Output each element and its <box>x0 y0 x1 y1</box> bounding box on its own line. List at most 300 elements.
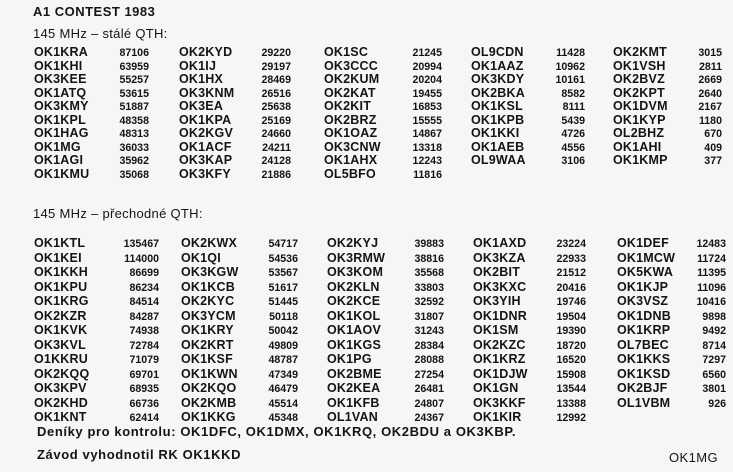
result-row <box>181 367 298 382</box>
score: 16520 <box>556 354 586 366</box>
result-row <box>34 323 159 338</box>
score: 5439 <box>561 114 585 127</box>
callsign: OK2KPT <box>613 85 665 100</box>
score: 69701 <box>129 368 159 381</box>
callsign: OK1KTL <box>34 236 86 250</box>
result-row <box>473 338 586 353</box>
score: 4556 <box>561 141 585 154</box>
callsign: OK2BME <box>327 366 382 381</box>
callsign: OL7BEC <box>617 337 669 352</box>
callsign: OK1KRA <box>34 45 88 59</box>
score: 84287 <box>129 310 159 323</box>
result-row <box>613 127 722 141</box>
callsign: OK2KGV <box>179 126 233 140</box>
result-row <box>617 236 726 251</box>
result-row <box>617 338 726 353</box>
result-row <box>179 114 291 128</box>
evaluator-note: Závod vyhodnotil RK OK1KKD <box>37 447 242 462</box>
result-row <box>34 168 149 182</box>
results-column <box>613 46 722 168</box>
result-row <box>181 236 298 251</box>
result-row <box>613 114 722 128</box>
score: 48313 <box>119 128 149 140</box>
result-row <box>327 309 444 324</box>
result-row <box>613 60 722 74</box>
result-row <box>324 154 442 168</box>
callsign: OK1KFB <box>327 395 380 410</box>
section-heading-portable-qth: 145 MHz – přechodné QTH: <box>33 206 203 221</box>
result-row <box>471 127 585 141</box>
result-row <box>327 410 444 425</box>
result-row <box>473 294 586 309</box>
score: 31807 <box>414 310 444 323</box>
score: 2640 <box>698 87 722 100</box>
callsign: OK1KCB <box>181 279 235 294</box>
result-row <box>473 367 586 382</box>
author-signature: OK1MG <box>669 450 718 465</box>
callsign: OK1KRZ <box>473 352 526 366</box>
score: 8714 <box>702 339 726 352</box>
result-row <box>181 265 298 280</box>
score: 35068 <box>119 168 149 181</box>
score: 36033 <box>119 141 149 154</box>
result-row <box>613 100 722 114</box>
score: 87106 <box>119 47 149 59</box>
callsign: OK1ACF <box>179 139 232 154</box>
callsign: OK1KEI <box>34 250 82 265</box>
result-row <box>471 141 585 155</box>
score: 9898 <box>702 310 726 323</box>
result-row <box>471 154 585 168</box>
result-row <box>324 168 442 182</box>
result-row <box>324 73 442 87</box>
callsign: OK1VSH <box>613 58 666 73</box>
callsign: OK2KAT <box>324 85 376 100</box>
score: 86234 <box>129 281 159 294</box>
score: 72784 <box>129 339 159 352</box>
callsign: OK3CCC <box>324 58 378 73</box>
result-row <box>179 168 291 182</box>
score: 10161 <box>555 74 585 86</box>
callsign: OK1KKI <box>471 126 520 140</box>
callsign: OK3KDY <box>471 72 525 86</box>
result-row <box>181 410 298 425</box>
result-row <box>34 265 159 280</box>
score: 33803 <box>414 281 444 294</box>
callsign: OK1KVK <box>34 323 88 337</box>
result-row <box>324 46 442 60</box>
score: 27254 <box>414 368 444 381</box>
result-row <box>471 60 585 74</box>
callsign: OK2KYJ <box>327 236 379 250</box>
result-row <box>324 114 442 128</box>
callsign: OK1DEF <box>617 236 669 250</box>
result-row <box>327 396 444 411</box>
callsign: OK1ATQ <box>34 85 87 100</box>
result-row <box>34 87 149 101</box>
score: 8111 <box>562 101 585 113</box>
results-column <box>179 46 291 181</box>
result-row <box>179 46 291 60</box>
callsign: OK1HX <box>179 72 224 86</box>
result-row <box>34 338 159 353</box>
score: 19504 <box>556 310 586 323</box>
score: 48358 <box>119 114 149 127</box>
score: 24367 <box>414 412 444 424</box>
result-row <box>473 251 586 266</box>
score: 12992 <box>556 412 586 424</box>
score: 14867 <box>412 128 442 140</box>
result-row <box>327 294 444 309</box>
score: 38816 <box>414 252 444 265</box>
result-row <box>34 114 149 128</box>
callsign: OK1DJW <box>473 366 528 381</box>
score: 71079 <box>129 354 159 366</box>
score: 25169 <box>261 114 291 127</box>
callsign: OK1KGS <box>327 337 381 352</box>
score: 45514 <box>268 397 298 410</box>
callsign: OK1KPU <box>34 279 88 294</box>
callsign: OK2KMB <box>181 395 237 410</box>
callsign: OK2KUM <box>324 72 380 86</box>
callsign: OK3KAP <box>179 153 233 167</box>
score: 2669 <box>698 74 722 86</box>
result-row <box>324 100 442 114</box>
callsign: OK2KCE <box>327 294 381 308</box>
score: 26481 <box>414 383 444 395</box>
callsign: OK2KQQ <box>34 366 90 381</box>
result-row <box>617 323 726 338</box>
callsign: OK1AOV <box>327 323 381 337</box>
result-row <box>617 294 726 309</box>
results-column <box>34 236 159 425</box>
score: 25638 <box>261 101 291 113</box>
result-row <box>473 265 586 280</box>
score: 31243 <box>414 325 444 337</box>
score: 8582 <box>561 87 585 100</box>
score: 11395 <box>697 267 726 279</box>
callsign: OK2KHD <box>34 395 88 410</box>
score: 1180 <box>698 114 722 127</box>
callsign: OK1MG <box>34 139 81 154</box>
score: 20416 <box>556 281 586 294</box>
score: 926 <box>708 397 726 410</box>
callsign: OK2KYD <box>179 45 233 59</box>
callsign: OK1GN <box>473 381 519 395</box>
callsign: OK3KGW <box>181 265 239 279</box>
score: 22933 <box>556 252 586 265</box>
score: 2167 <box>698 101 722 113</box>
callsign: OK1KIR <box>473 410 522 424</box>
score: 68935 <box>129 383 159 395</box>
logs-for-checking-note: Deníky pro kontrolu: OK1DFC, OK1DMX, OK1KRQ, OK2BDU a OK3KBP. <box>37 424 517 439</box>
score: 21512 <box>556 267 586 279</box>
result-row <box>471 100 585 114</box>
callsign: OK1PG <box>327 352 372 366</box>
callsign: OK1KKH <box>34 265 88 279</box>
score: 46479 <box>268 383 298 395</box>
score: 55257 <box>119 74 149 86</box>
callsign: OL1VAN <box>327 410 378 424</box>
result-row <box>181 352 298 367</box>
score: 19746 <box>556 296 586 308</box>
score: 13544 <box>556 383 586 395</box>
score: 86699 <box>129 267 159 279</box>
score: 12483 <box>696 238 726 250</box>
callsign: OK1OAZ <box>324 126 378 140</box>
callsign: OK3VSZ <box>617 294 669 308</box>
results-column <box>327 236 444 425</box>
score: 45348 <box>268 412 298 424</box>
score: 15908 <box>556 368 586 381</box>
score: 32592 <box>414 296 444 308</box>
score: 409 <box>704 141 722 154</box>
callsign: OK2KZC <box>473 337 526 352</box>
result-row <box>179 154 291 168</box>
score: 74938 <box>129 325 159 337</box>
score: 23224 <box>556 238 586 250</box>
callsign: OK2KLN <box>327 279 380 294</box>
score: 2811 <box>698 60 722 73</box>
callsign: OK1KRY <box>181 323 234 337</box>
callsign: OK2KZR <box>34 308 87 323</box>
callsign: OL5BFO <box>324 166 376 181</box>
callsign: OK2KIT <box>324 99 372 113</box>
callsign: OK1KYP <box>613 112 666 127</box>
score: 66736 <box>129 397 159 410</box>
score: 11724 <box>697 252 726 265</box>
score: 51445 <box>268 296 298 308</box>
result-row <box>473 381 586 396</box>
score: 29220 <box>261 47 291 59</box>
result-row <box>181 251 298 266</box>
score: 377 <box>704 155 722 167</box>
callsign: OK2KEA <box>327 381 381 395</box>
result-row <box>181 280 298 295</box>
result-row <box>181 309 298 324</box>
result-row <box>613 141 722 155</box>
callsign: OK1KOL <box>327 308 381 323</box>
score: 4726 <box>561 128 585 140</box>
result-row <box>613 154 722 168</box>
result-row <box>327 381 444 396</box>
results-column <box>34 46 149 181</box>
score: 54536 <box>268 252 298 265</box>
result-row <box>327 338 444 353</box>
result-row <box>34 251 159 266</box>
callsign: OK1KPA <box>179 112 232 127</box>
callsign: OK2KYC <box>181 294 235 308</box>
score: 135467 <box>123 238 159 250</box>
score: 53615 <box>119 87 149 100</box>
result-row <box>181 381 298 396</box>
score: 26516 <box>261 87 291 100</box>
result-row <box>179 100 291 114</box>
callsign: OK3KMY <box>34 99 89 113</box>
callsign: OK1AHX <box>324 153 378 167</box>
result-row <box>34 410 159 425</box>
result-row <box>327 280 444 295</box>
score: 19455 <box>412 87 442 100</box>
callsign: OK3KOM <box>327 265 384 279</box>
callsign: OK1AXD <box>473 236 527 250</box>
result-row <box>324 127 442 141</box>
callsign: OK1KNT <box>34 410 87 424</box>
score: 19390 <box>556 325 586 337</box>
callsign: OK2KMT <box>613 45 667 59</box>
result-row <box>34 352 159 367</box>
result-row <box>34 280 159 295</box>
results-column <box>471 46 585 168</box>
result-row <box>473 236 586 251</box>
callsign: OK1KRP <box>617 323 671 337</box>
result-row <box>34 236 159 251</box>
score: 3801 <box>702 383 726 395</box>
score: 13318 <box>412 141 442 154</box>
score: 20204 <box>412 74 442 86</box>
result-row <box>179 87 291 101</box>
callsign: OK3EA <box>179 99 224 113</box>
callsign: OK3KKF <box>473 395 526 410</box>
results-column <box>324 46 442 181</box>
callsign: OK2BVZ <box>613 72 665 86</box>
callsign: OK3KFY <box>179 166 231 181</box>
score: 20994 <box>412 60 442 73</box>
result-row <box>179 60 291 74</box>
result-row <box>617 309 726 324</box>
callsign: OK3CNW <box>324 139 381 154</box>
callsign: OK1SM <box>473 323 519 337</box>
callsign: OK1KRG <box>34 294 89 308</box>
score: 51887 <box>119 101 149 113</box>
score: 62414 <box>129 412 159 424</box>
callsign: OK1DVM <box>613 99 668 113</box>
score: 16853 <box>412 101 442 113</box>
result-row <box>181 323 298 338</box>
callsign: OK1SC <box>324 45 369 59</box>
score: 50118 <box>269 310 298 323</box>
callsign: OK1KKS <box>617 352 671 366</box>
score: 6560 <box>702 368 726 381</box>
result-row <box>34 294 159 309</box>
result-row <box>34 381 159 396</box>
result-row <box>613 46 722 60</box>
score: 3015 <box>698 47 722 59</box>
callsign: OK3KZA <box>473 250 526 265</box>
score: 10416 <box>696 296 726 308</box>
score: 11428 <box>556 47 585 59</box>
result-row <box>617 367 726 382</box>
score: 24128 <box>261 155 291 167</box>
result-row <box>34 100 149 114</box>
score: 28088 <box>414 354 444 366</box>
score: 3106 <box>561 155 585 167</box>
result-row <box>617 352 726 367</box>
callsign: OK1KSL <box>471 99 523 113</box>
callsign: OK3RMW <box>327 250 386 265</box>
document-title: A1 CONTEST 1983 <box>33 4 156 19</box>
score: 35962 <box>119 155 149 167</box>
callsign: OK2BJF <box>617 381 668 395</box>
callsign: OK3KNM <box>179 85 235 100</box>
score: 47349 <box>268 368 298 381</box>
callsign: OK1MCW <box>617 250 676 265</box>
callsign: OK1KPL <box>34 112 86 127</box>
callsign: OK1DNR <box>473 308 527 323</box>
results-column <box>473 236 586 425</box>
result-row <box>34 154 149 168</box>
score: 39883 <box>414 238 444 250</box>
result-row <box>327 352 444 367</box>
score: 9492 <box>702 325 726 337</box>
callsign: OK1KMP <box>613 153 668 167</box>
score: 48787 <box>268 354 298 366</box>
result-row <box>613 73 722 87</box>
callsign: OK1KMU <box>34 166 90 181</box>
score: 114000 <box>124 252 159 265</box>
score: 28384 <box>414 339 444 352</box>
score: 12243 <box>412 155 442 167</box>
result-row <box>324 141 442 155</box>
score: 24660 <box>261 128 291 140</box>
score: 24807 <box>414 397 444 410</box>
callsign: OK1AGI <box>34 153 84 167</box>
score: 11096 <box>697 281 726 294</box>
score: 10962 <box>555 60 585 73</box>
score: 63959 <box>119 60 149 73</box>
score: 54717 <box>268 238 298 250</box>
callsign: OK1KHI <box>34 58 83 73</box>
results-column <box>181 236 298 425</box>
result-row <box>327 251 444 266</box>
result-row <box>34 127 149 141</box>
result-row <box>617 265 726 280</box>
callsign: OK1AEB <box>471 139 525 154</box>
result-row <box>327 236 444 251</box>
callsign: OK3KPV <box>34 381 87 395</box>
result-row <box>471 46 585 60</box>
callsign: OL1VBM <box>617 395 671 410</box>
result-row <box>617 396 726 411</box>
result-row <box>471 73 585 87</box>
result-row <box>617 251 726 266</box>
result-row <box>324 60 442 74</box>
result-row <box>34 60 149 74</box>
result-row <box>327 367 444 382</box>
callsign: OK1AAZ <box>471 58 524 73</box>
callsign: OK5KWA <box>617 265 674 279</box>
callsign: OK1HAG <box>34 126 89 140</box>
result-row <box>327 265 444 280</box>
result-row <box>473 396 586 411</box>
score: 18720 <box>556 339 586 352</box>
score: 13388 <box>556 397 586 410</box>
score: 51617 <box>268 281 298 294</box>
score: 35568 <box>414 267 444 279</box>
result-row <box>179 141 291 155</box>
result-row <box>473 323 586 338</box>
result-row <box>34 309 159 324</box>
result-row <box>181 338 298 353</box>
result-row <box>179 127 291 141</box>
callsign: OK1KSD <box>617 366 671 381</box>
result-row <box>617 280 726 295</box>
callsign: OK1KWN <box>181 366 238 381</box>
section-heading-permanent-qth: 145 MHz – stálé QTH: <box>33 26 168 41</box>
callsign: OK1AHI <box>613 139 662 154</box>
result-row <box>473 280 586 295</box>
result-row <box>613 87 722 101</box>
